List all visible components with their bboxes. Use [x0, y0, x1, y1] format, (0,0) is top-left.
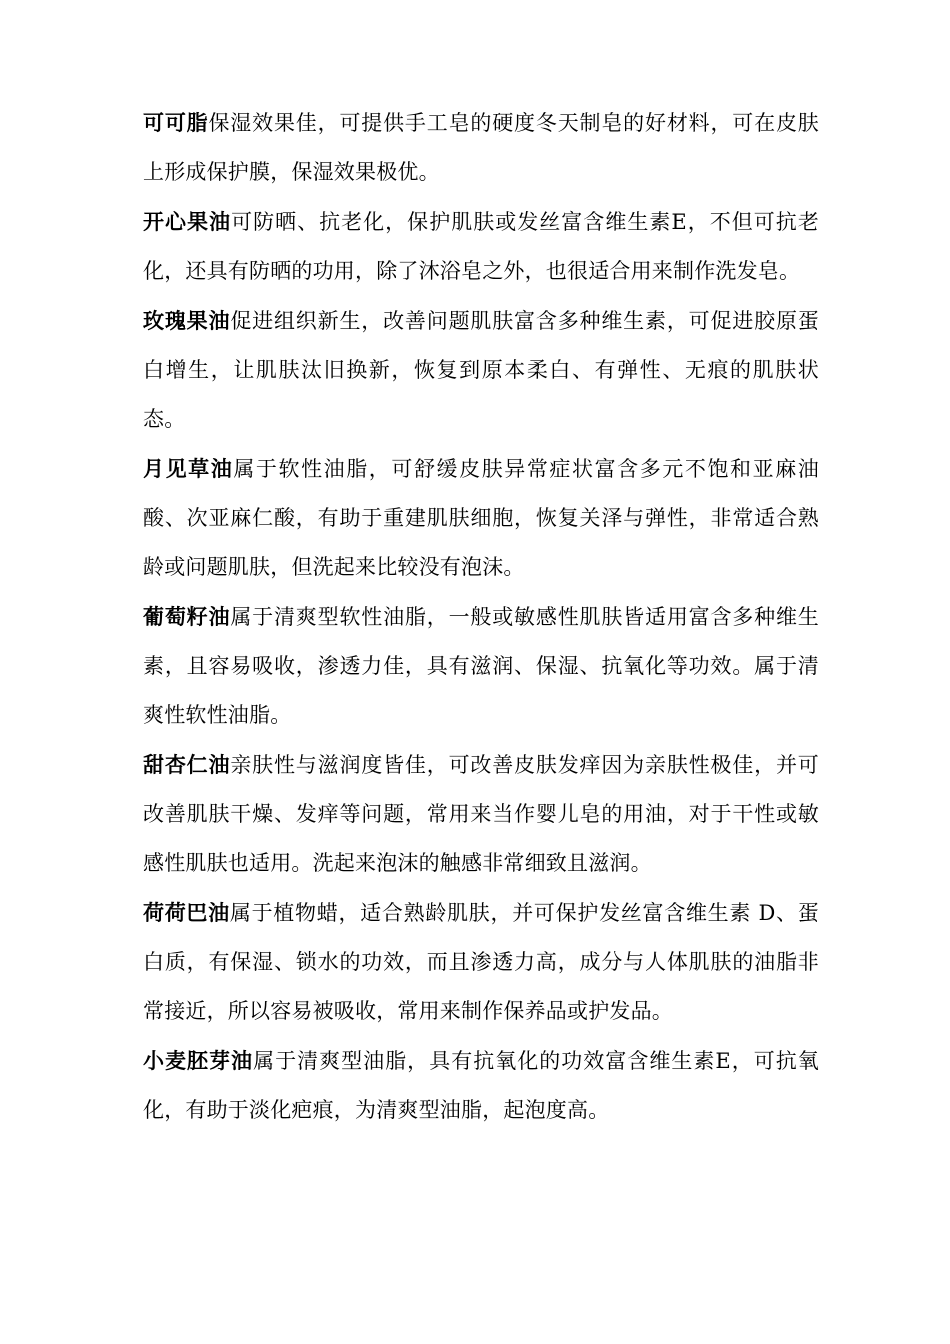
entry-text: 促进组织新生，改善问题肌肤富含多种维生素，可促进胶原蛋白增生，让肌肤汰旧换新，恢复到原本柔白、有弹性、无痕的肌肤状态。 — [143, 309, 819, 431]
entry-term: 小麦胚芽油 — [143, 1048, 254, 1073]
document-body — [143, 98, 819, 1135]
entry-text: 属于植物蜡，适合熟龄肌肤，并可保护发丝富含维生素 D、蛋白质，有保湿、锁水的功效，而且渗透力高，成分与人体肌肤的油脂非常接近，所以容易被吸收，常用来制作保养品或护发品。 — [143, 901, 819, 1023]
entry-grapeseed-oil — [143, 592, 819, 740]
entry-jojoba-oil — [143, 888, 819, 1036]
entry-text: 属于清爽型软性油脂，一般或敏感性肌肤皆适用富含多种维生素，且容易吸收，渗透力佳，具有滋润、保湿、抗氧化等功效。属于清爽性软性油脂。 — [143, 605, 819, 727]
entry-pistachio-oil — [143, 197, 819, 296]
entry-term: 葡萄籽油 — [143, 604, 231, 629]
entry-evening-primrose-oil — [143, 444, 819, 592]
entry-text: 亲肤性与滋润度皆佳，可改善皮肤发痒因为亲肤性极佳，并可改善肌肤干燥、发痒等问题，常用来当作婴儿皂的用油，对于干性或敏感性肌肤也适用。洗起来泡沫的触感非常细致且滋润。 — [143, 753, 819, 875]
entry-rosehip-oil — [143, 296, 819, 444]
entry-text: 属于清爽型油脂，具有抗氧化的功效富含维生素E，可抗氧化，有助于淡化疤痕，为清爽型油脂，起泡度高。 — [143, 1049, 819, 1122]
entry-wheat-germ-oil — [143, 1036, 819, 1135]
entry-term: 月见草油 — [143, 456, 234, 481]
entry-term: 可可脂 — [143, 110, 209, 135]
entry-text: 属于软性油脂，可舒缓皮肤异常症状富含多元不饱和亚麻油酸、次亚麻仁酸，有助于重建肌肤细胞，恢复关泽与弹性，非常适合熟龄或问题肌肤，但洗起来比较没有泡沫。 — [143, 457, 819, 579]
entry-text: 保湿效果佳，可提供手工皂的硬度冬天制皂的好材料，可在皮肤上形成保护膜，保湿效果极优。 — [143, 111, 819, 184]
entry-text: 可防晒、抗老化，保护肌肤或发丝富含维生素E，不但可抗老化，还具有防晒的功用，除了沐浴皂之外，也很适合用来制作洗发皂。 — [143, 210, 819, 283]
entry-term: 玫瑰果油 — [143, 308, 231, 333]
entry-cocoa-butter — [143, 98, 819, 197]
entry-term: 开心果油 — [143, 209, 232, 234]
entry-term: 荷荷巴油 — [143, 900, 230, 925]
entry-sweet-almond-oil — [143, 740, 819, 888]
entry-term: 甜杏仁油 — [143, 752, 231, 777]
